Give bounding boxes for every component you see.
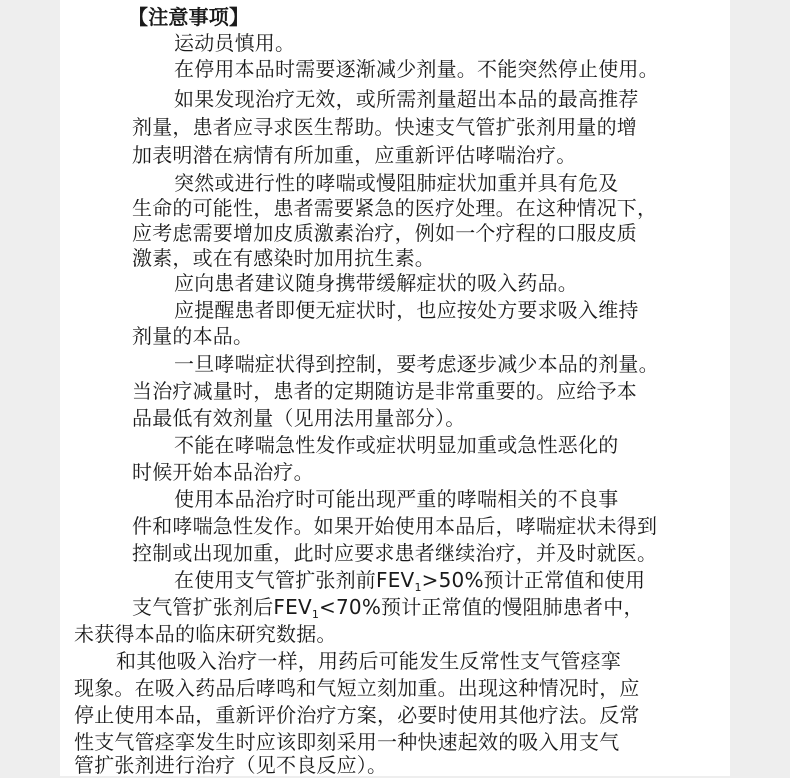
text-line: 不能在哮喘急性发作或症状明显加重或急性恶化的: [174, 433, 619, 457]
section-heading: 【注意事项】: [128, 5, 250, 29]
text-line: 性支气管痉挛发生时应该即刻采用一种快速起效的吸入用支气: [74, 730, 620, 754]
text-line: 控制或出现加重，此时应要求患者继续治疗，并及时就医。: [132, 541, 658, 565]
text-line: 使用本品治疗时可能出现严重的哮喘相关的不良事: [174, 487, 619, 511]
text-line-fev: 支气管扩张剂后$FEV_1<70\%$预计正常值的慢阻肺患者中，: [132, 595, 644, 621]
text-line: 突然或进行性的哮喘或慢阻肺症状加重并具有危及: [174, 171, 619, 195]
text-line: 应向患者建议随身携带缓解症状的吸入药品。: [174, 271, 578, 295]
document-page: [60, 0, 730, 776]
text-line: 现象。在吸入药品后哮鸣和气短立刻加重。出现这种情况时，应: [74, 676, 640, 700]
text-line-fev: 在使用支气管扩张剂前$FEV_1>50\%$预计正常值和使用: [174, 568, 646, 594]
text-line: 件和哮喘急性发作。如果开始使用本品后，哮喘症状未得到: [132, 514, 658, 538]
text-line: 一旦哮喘症状得到控制，要考虑逐步减少本品的剂量。: [174, 352, 659, 376]
text-line: 激素，或在有感染时加用抗生素。: [132, 246, 435, 270]
text-line: 剂量的本品。: [132, 324, 254, 348]
text-line: 运动员慎用。: [174, 31, 296, 55]
text-line: 停止使用本品，重新评价治疗方案，必要时使用其他疗法。反常: [74, 703, 640, 727]
text-line: 加表明潜在病情有所加重，应重新评估哮喘治疗。: [132, 143, 577, 167]
text-line: 品最低有效剂量（见用法用量部分）。: [132, 406, 466, 430]
text-line: 管扩张剂进行治疗（见不良反应）。: [74, 753, 388, 777]
text-line: 未获得本品的临床研究数据。: [74, 622, 337, 646]
text-line: 生命的可能性，患者需要紧急的医疗处理。在这种情况下，: [132, 196, 658, 220]
subscript: 1: [311, 608, 320, 621]
text-line: 应考虑需要增加皮质激素治疗，例如一个疗程的口服皮质: [132, 221, 637, 245]
text-line: 和其他吸入治疗一样，用药后可能发生反常性支气管痉挛: [116, 649, 621, 673]
text-line: 剂量，患者应寻求医生帮助。快速支气管扩张剂用量的增: [132, 115, 637, 139]
text-line: 如果发现治疗无效，或所需剂量超出本品的最高推荐: [174, 87, 639, 111]
text-line: 当治疗减量时，患者的定期随访是非常重要的。应给予本: [132, 379, 637, 403]
text-line: 应提醒患者即便无症状时，也应按处方要求吸入维持: [174, 298, 639, 322]
text-line: 时候开始本品治疗。: [132, 460, 314, 484]
text-line: 在停用本品时需要逐渐减少剂量。不能突然停止使用。: [174, 57, 659, 81]
subscript: 1: [414, 581, 422, 594]
